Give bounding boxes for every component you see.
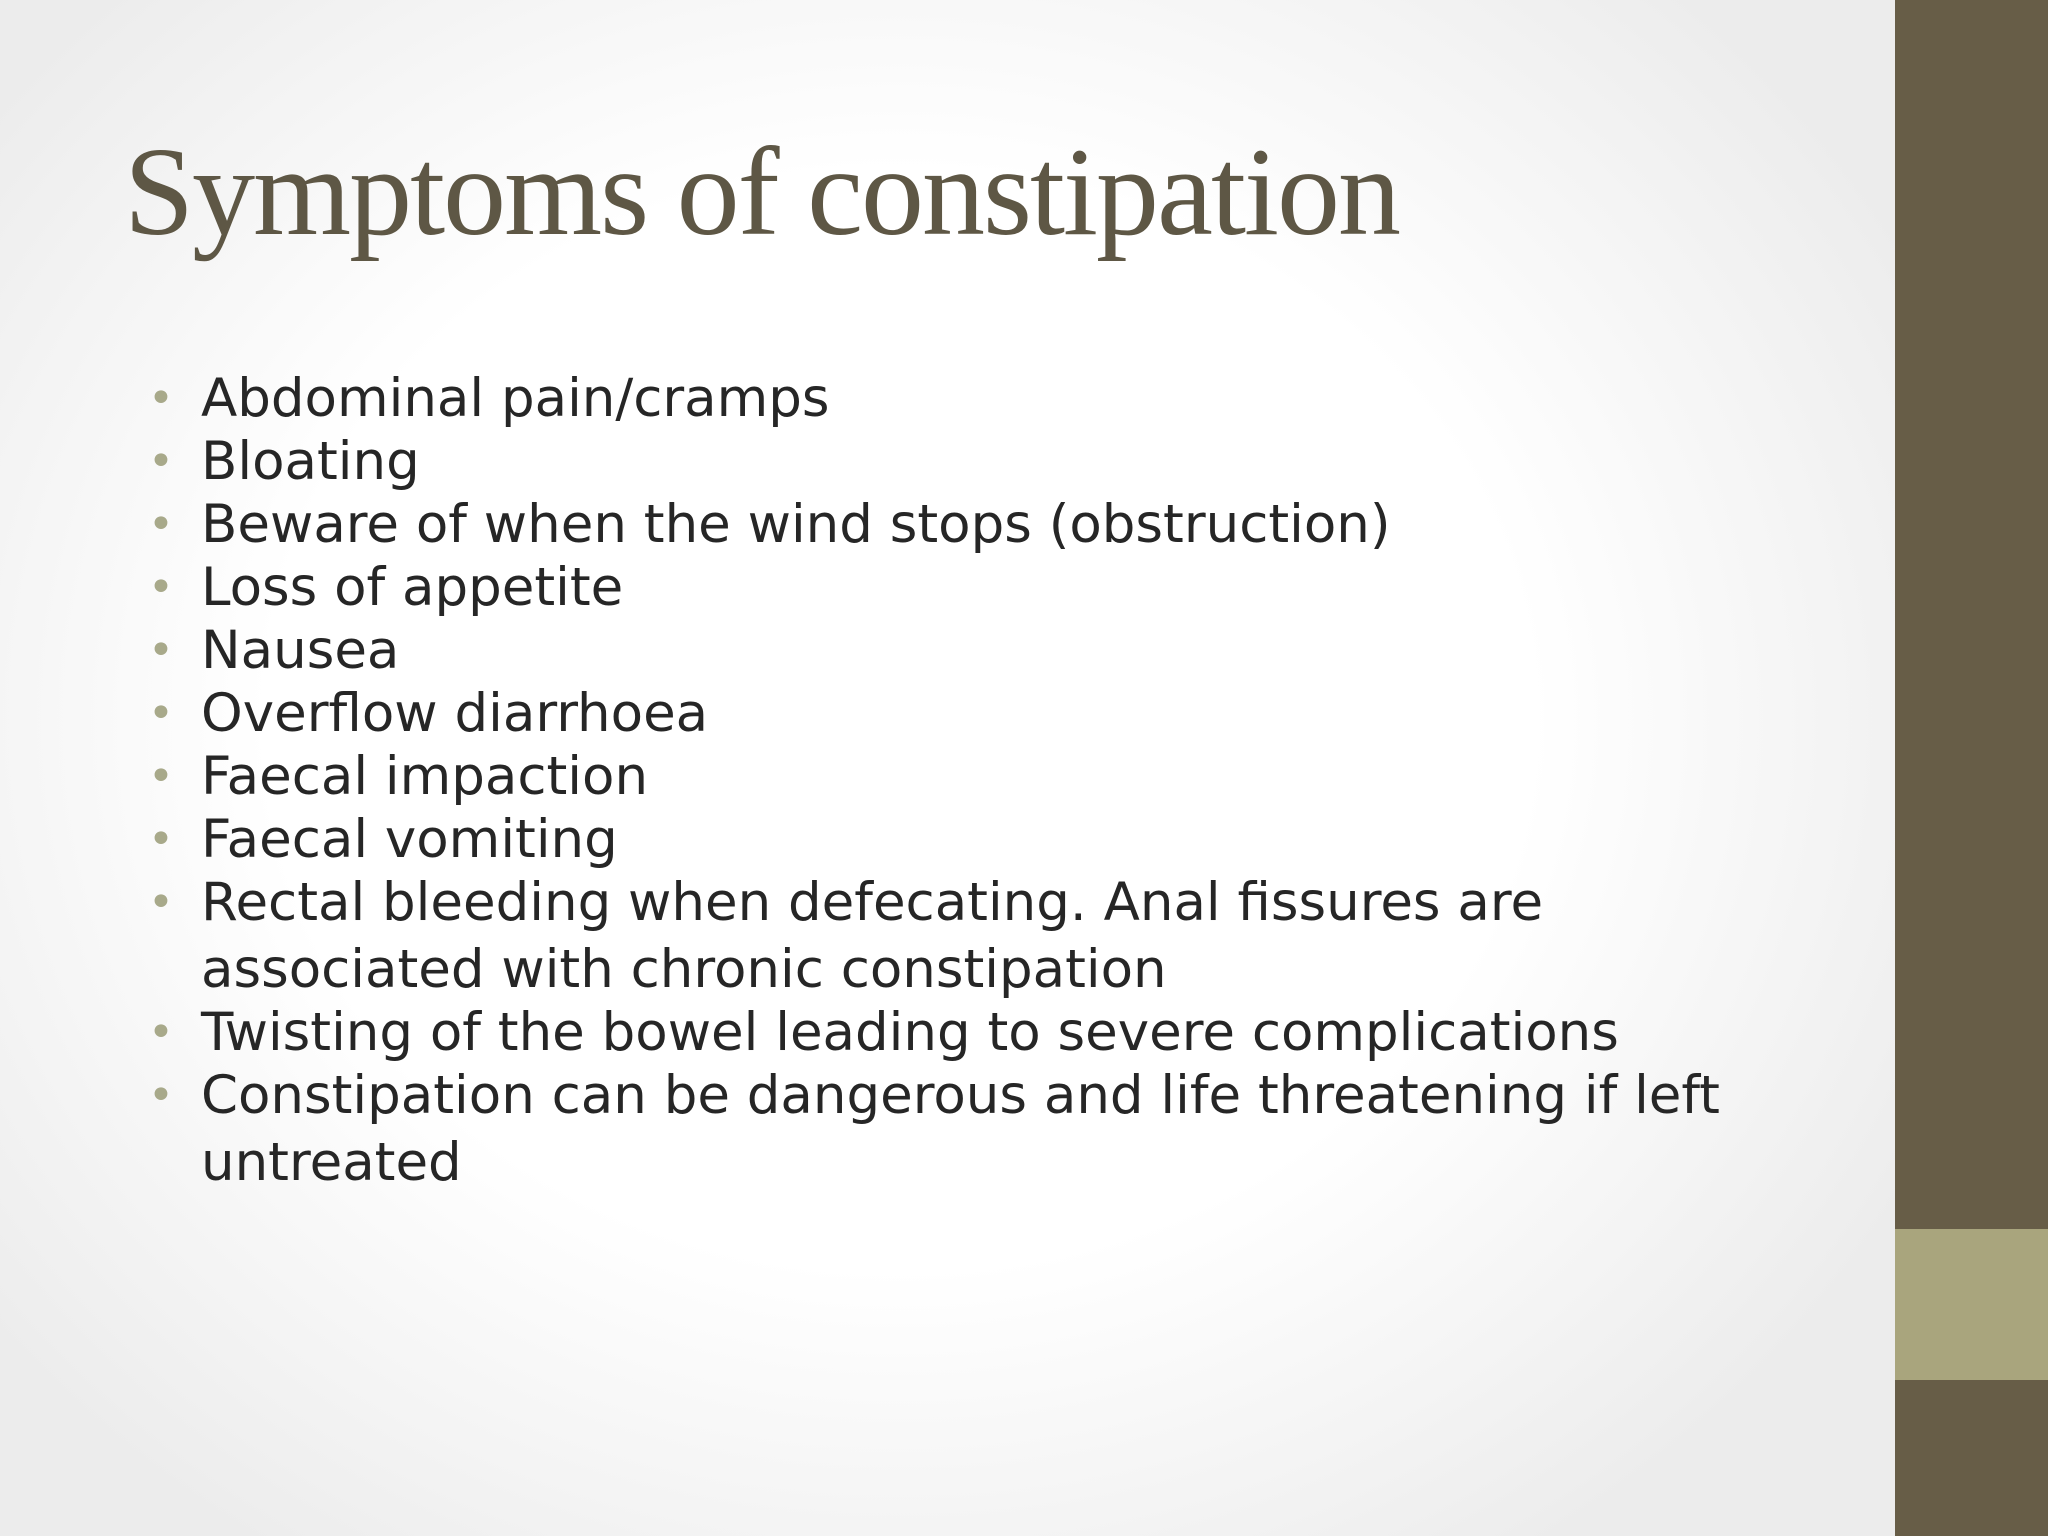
- bullet-text: Faecal impaction: [201, 746, 649, 807]
- bullet-item: [148, 743, 1868, 810]
- bullet-dot-icon: •: [148, 814, 174, 865]
- bullet-item: [148, 869, 1868, 1003]
- bullet-list: [148, 365, 1868, 1192]
- bullet-dot-icon: •: [148, 1007, 174, 1058]
- slide-title: Symptoms of constipation: [124, 123, 1399, 262]
- bullet-dot-icon: •: [148, 562, 174, 613]
- bullet-text: Loss of appetite: [201, 557, 624, 618]
- bullet-item: [148, 554, 1868, 621]
- bullet-item: [148, 680, 1868, 747]
- bullet-dot-icon: •: [148, 373, 174, 424]
- bullet-dot-icon: •: [148, 877, 174, 928]
- bullet-dot-icon: •: [148, 751, 174, 802]
- bullet-text: Nausea: [201, 620, 400, 681]
- bullet-item: [148, 1062, 1868, 1196]
- bullet-item: [148, 999, 1868, 1066]
- bullet-dot-icon: •: [148, 436, 174, 487]
- bullet-text: Faecal vomiting: [201, 809, 618, 870]
- bullet-item: [148, 428, 1868, 495]
- bullet-item: [148, 617, 1868, 684]
- side-bar-accent: [1895, 1229, 2048, 1380]
- bullet-item: [148, 365, 1868, 432]
- bullet-text: Bloating: [201, 431, 420, 492]
- bullet-text: Abdominal pain/cramps: [201, 368, 830, 429]
- bullet-text: Constipation can be dangerous and life threatening if left untreated: [201, 1065, 1720, 1193]
- bullet-text: Rectal bleeding when defecating. Anal fissures are associated with chronic constipation: [201, 872, 1544, 1000]
- bullet-text: Twisting of the bowel leading to severe complications: [201, 1002, 1619, 1063]
- bullet-text: Beware of when the wind stops (obstruction): [201, 494, 1391, 555]
- bullet-dot-icon: •: [148, 688, 174, 739]
- bullet-dot-icon: •: [148, 625, 174, 676]
- bullet-item: [148, 491, 1868, 558]
- bullet-dot-icon: •: [148, 499, 174, 550]
- bullet-text: Overflow diarrhoea: [201, 683, 709, 744]
- bullet-item: [148, 806, 1868, 873]
- bullet-dot-icon: •: [148, 1070, 174, 1121]
